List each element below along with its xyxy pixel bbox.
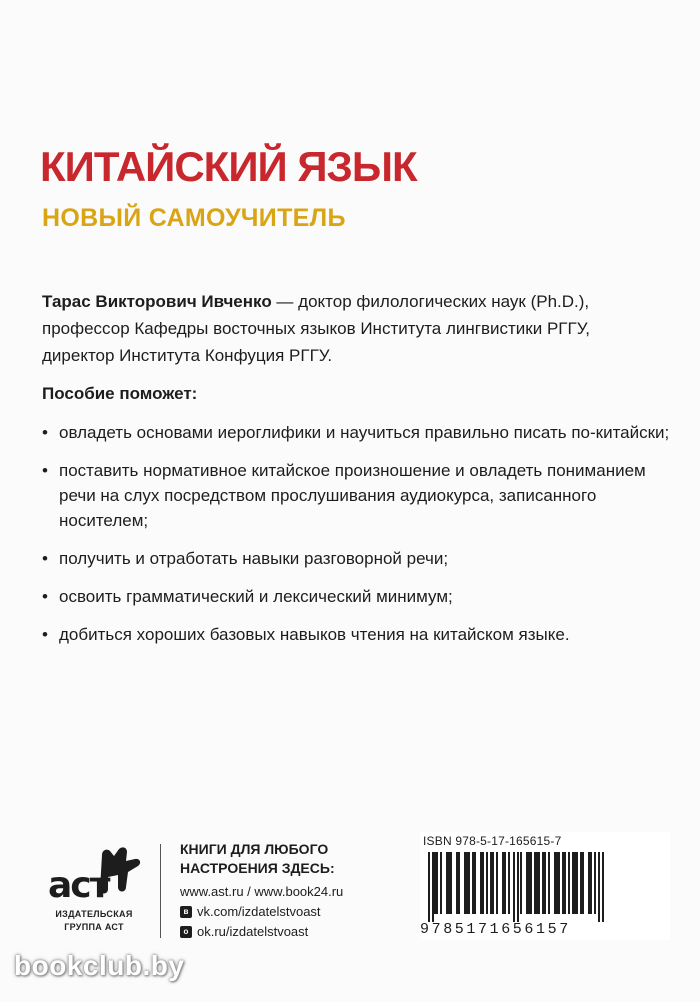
ok-text: ok.ru/izdatelstvoast: [197, 924, 309, 939]
divider: [160, 844, 161, 938]
barcode-number: 9785171656157: [420, 921, 571, 938]
bullet-icon: •: [42, 587, 48, 606]
book-subtitle: НОВЫЙ САМОУЧИТЕЛЬ: [42, 204, 346, 232]
list-item: [42, 584, 672, 609]
list-item-text: поставить нормативное китайское произношение и овладеть пониманием речи на слух посредством прослушивания аудиокурса, записанного носителем;: [59, 461, 646, 530]
ok-icon: о: [180, 926, 192, 938]
list-item-text: добиться хороших базовых навыков чтения на китайском языке.: [59, 625, 570, 644]
barcode-icon: [426, 852, 666, 922]
bullet-icon: •: [42, 461, 48, 480]
bullet-icon: •: [42, 549, 48, 568]
slogan-line2: НАСТРОЕНИЯ ЗДЕСЬ:: [180, 860, 335, 876]
watermark: bookclub.by: [14, 950, 185, 981]
slogan-line1: КНИГИ ДЛЯ ЛЮБОГО: [180, 841, 329, 857]
logo-lettering: аст: [48, 865, 109, 906]
author-name: Тарас Викторович Ивченко: [42, 292, 272, 311]
list-item: [42, 420, 672, 445]
ok-link[interactable]: [180, 922, 343, 942]
book-title: КИТАЙСКИЙ ЯЗЫК: [40, 143, 417, 190]
publisher-links: [180, 882, 343, 942]
sites-text: www.ast.ru / www.book24.ru: [180, 884, 344, 899]
publisher-logo: [42, 843, 142, 943]
publisher-footer: [0, 828, 700, 948]
bullet-icon: •: [42, 625, 48, 644]
publisher-name-line2: ГРУППА АСТ: [64, 922, 124, 932]
publisher-name: [42, 908, 146, 934]
list-item: [42, 546, 672, 571]
slogan: [180, 840, 335, 878]
vk-text: vk.com/izdatelstvoast: [197, 904, 321, 919]
author-description: — доктор филологических наук (Ph.D.), профессор Кафедры восточных языков Института лингвистики РГГУ, директор Института Конфуция РГГУ.: [42, 292, 590, 365]
benefits-list: [42, 420, 672, 660]
publisher-name-line1: ИЗДАТЕЛЬСКАЯ: [55, 909, 133, 919]
list-item-text: овладеть основами иероглифики и научиться правильно писать по-китайски;: [59, 423, 670, 442]
list-item-text: освоить грамматический и лексический минимум;: [59, 587, 453, 606]
vk-link[interactable]: [180, 902, 343, 922]
isbn-text: ISBN 978-5-17-165615-7: [423, 834, 562, 848]
vk-icon: в: [180, 906, 192, 918]
list-item: [42, 458, 672, 533]
list-item: [42, 622, 672, 647]
benefits-heading: Пособие поможет:: [42, 384, 198, 403]
barcode-area: [420, 832, 670, 940]
bullet-icon: •: [42, 423, 48, 442]
list-item-text: получить и отработать навыки разговорной речи;: [59, 549, 449, 568]
sites-link[interactable]: [180, 882, 343, 902]
author-bio: [42, 288, 662, 369]
ast-logo-icon: [42, 843, 146, 907]
